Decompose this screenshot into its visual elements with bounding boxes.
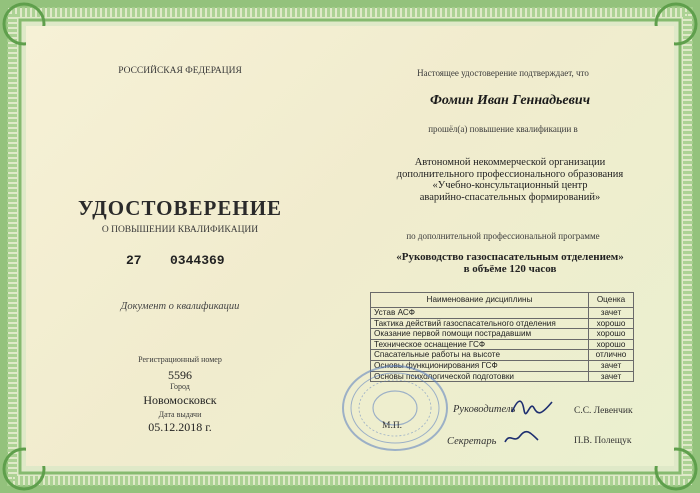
head-signature <box>508 396 556 418</box>
program-name <box>396 251 624 275</box>
grade-cell: хорошо <box>589 329 634 340</box>
discipline-cell: Оказание первой помощи пострадавшим <box>371 329 589 340</box>
head-label: Руководитель <box>453 404 516 415</box>
column-header-grade: Оценка <box>589 293 634 308</box>
organization-line: дополнительного профессионального образования <box>396 168 624 180</box>
head-name: С.С. Левенчик <box>574 406 633 416</box>
organization-line: Автономной некоммерческой организации <box>414 157 606 168</box>
program-hours: в объёме 120 часов <box>463 263 557 275</box>
secretary-signature <box>502 428 542 448</box>
discipline-cell: Устав АСФ <box>371 308 589 319</box>
reg-number: 5596 <box>168 368 192 382</box>
table-row <box>371 339 634 350</box>
table-row <box>371 350 634 361</box>
grade-cell: хорошо <box>589 339 634 350</box>
grade-cell: зачет <box>589 371 634 382</box>
reg-number-label: Регистрационный номер <box>138 355 222 364</box>
secretary-label: Секретарь <box>447 436 497 447</box>
organization-line: аварийно-спасательных формирований» <box>419 191 601 203</box>
date-label: Дата выдачи <box>158 410 202 419</box>
organization-line: «Учебно-консультационный центр <box>432 180 588 191</box>
discipline-cell: Тактика действий газоспасательного отделения <box>371 318 589 329</box>
table-row <box>371 308 634 319</box>
seal-place-label: М.П. <box>382 421 403 431</box>
city-label: Город <box>170 382 190 391</box>
discipline-cell: Основы функционирования ГСФ <box>371 360 589 371</box>
document-title: УДОСТОВЕРЕНИЕ <box>77 196 283 220</box>
table-row <box>371 318 634 329</box>
grade-cell: зачет <box>589 360 634 371</box>
document-subtitle: О ПОВЫШЕНИИ КВАЛИФИКАЦИИ <box>101 225 259 235</box>
grade-cell: хорошо <box>589 318 634 329</box>
intro-text: Настоящее удостоверение подтверждает, что <box>417 68 589 78</box>
program-title: «Руководство газоспасательным отделением» <box>396 251 624 263</box>
table-header-row <box>371 293 634 308</box>
program-label: по дополнительной профессиональной программе <box>406 231 600 241</box>
grade-cell: отлично <box>589 350 634 361</box>
official-stamp <box>336 360 454 456</box>
discipline-cell: Основы психологической подготовки <box>371 371 589 382</box>
column-header-discipline: Наименование дисциплины <box>371 293 589 308</box>
city: Новомосковск <box>143 393 217 407</box>
passed-text: прошёл(а) повышение квалификации в <box>428 124 578 134</box>
discipline-cell: Спасательные работы на высоте <box>371 350 589 361</box>
secretary-name: П.В. Полещук <box>574 436 632 446</box>
country-label: РОССИЙСКАЯ ФЕДЕРАЦИЯ <box>118 66 242 76</box>
certificate-number: 0344369 <box>170 253 225 268</box>
discipline-cell: Техническое оснащение ГСФ <box>371 339 589 350</box>
table-row <box>371 329 634 340</box>
holder-name: Фомин Иван Геннадьевич <box>429 93 591 108</box>
grade-cell: зачет <box>589 308 634 319</box>
doc-type-label: Документ о квалификации <box>120 301 240 312</box>
issue-date: 05.12.2018 г. <box>148 420 212 434</box>
organization <box>397 157 623 203</box>
series-number: 27 <box>126 253 142 268</box>
